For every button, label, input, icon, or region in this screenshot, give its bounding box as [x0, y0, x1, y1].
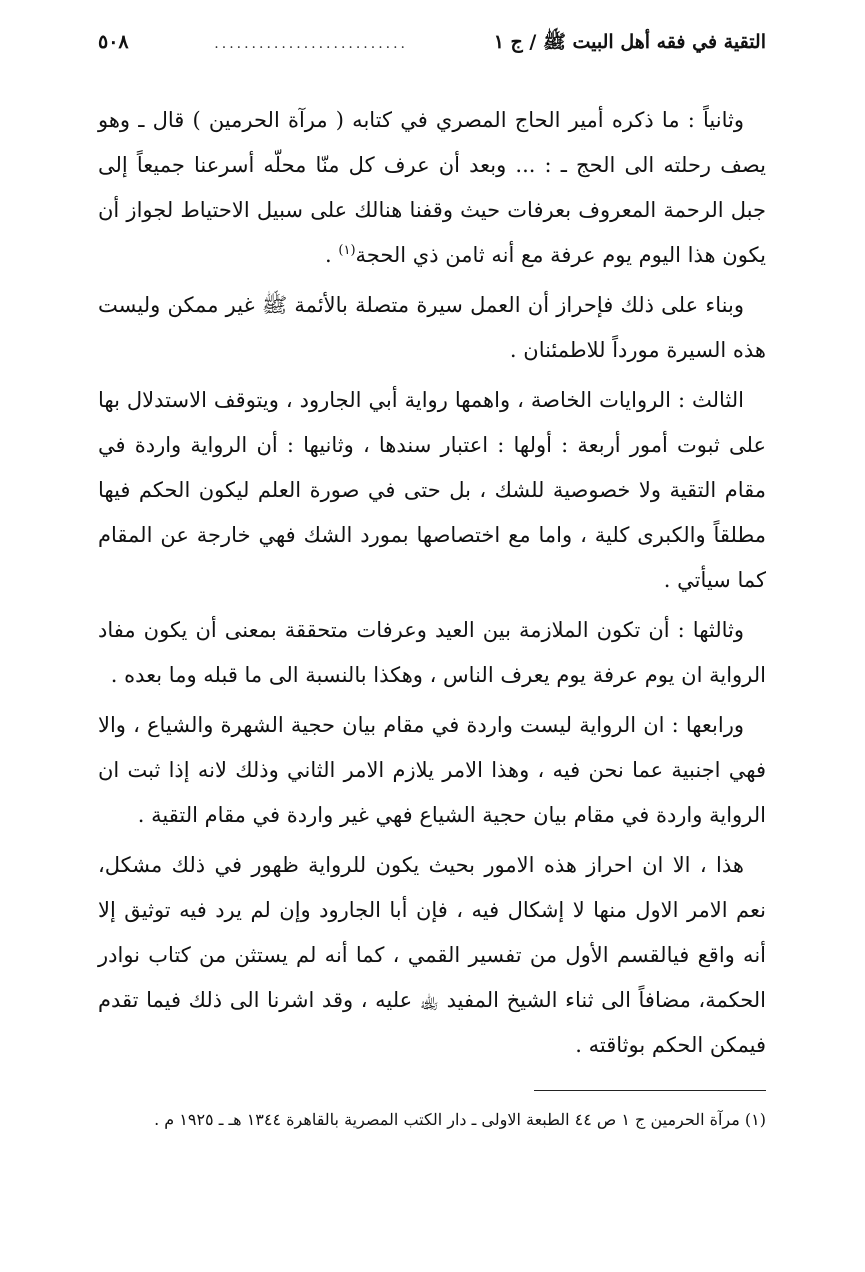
paragraph-3: الثالث : الروايات الخاصة ، واهمها رواية أبي الجارود ، ويتوقف الاستدلال بها على ثبوت أمور أربعة : أولها : اعتبار سندها ، وثانيها : أن الرواية واردة في مقام التقية ولا خصوصية للشك ، بل حتى في صورة العلم ليكون الحكم فيها مطلقاً والكبرى كلية ، واما مع اختصاصها بمورد الشك فهي خارجة عن المقام كما سيأتي . — [98, 388, 766, 592]
footnote: (١) مرآة الحرمين ج ١ ص ٤٤ الطبعة الاولى ـ دار الكتب المصرية بالقاهرة ١٣٤٤ هـ ـ ١٩٢٥ م . — [154, 1110, 766, 1129]
paragraph-5: ورابعها : ان الرواية ليست واردة في مقام بيان حجية الشهرة والشياع ، والا فهي اجنبية عما نحن فيه ، وهذا الامر يلازم الامر الثاني وذلك لانه إذا ثبت ان الرواية واردة في مقام بيان حجية الشياع فهي غير واردة في مقام التقية . — [98, 713, 766, 827]
paragraph-1 — [98, 98, 766, 278]
footnote-reference[interactable]: (١) — [338, 243, 356, 258]
paragraph-1-tail: . — [325, 243, 339, 267]
paragraph-4: وثالثها : أن تكون الملازمة بين العيد وعرفات متحققة بمعنى أن يكون مفاد الرواية ان يوم عرفة يوم يعرف الناس ، وهكذا بالنسبة الى ما قبله وما بعده . — [98, 618, 766, 687]
running-header — [98, 30, 766, 70]
footnote-divider — [534, 1090, 766, 1091]
header-title: التقية في فقه أهل البيت ﷺ / ج ١ — [493, 31, 766, 53]
paragraph-2: وبناء على ذلك فإحراز أن العمل سيرة متصلة بالأئمة ﷺ غير ممكن وليست هذه السيرة مورداً للاطمئنان . — [98, 293, 766, 362]
paragraph-6: هذا ، الا ان احراز هذه الامور بحيث يكون للرواية ظهور في ذلك مشكل، نعم الامر الاول منها لا إشكال فيه ، فإن أبا الجارود وإن لم يرد فيه توثيق إلا أنه واقع فيالقسم الأول من تفسير القمي ، كما أنه لم يستثن من كتاب نوادر الحكمة، مضافاً الى ثناء الشيخ المفيد ﵀ عليه ، وقد اشرنا الى ذلك فيما تقدم فيمكن الحكم بوثاقته . — [98, 853, 766, 1057]
header-leader-dots: .......................... — [214, 36, 409, 52]
page-number: ٥٠٨ — [98, 31, 129, 53]
main-text — [98, 98, 766, 1068]
paragraph-1-text: وثانياً : ما ذكره أمير الحاج المصري في كتابه ( مرآة الحرمين ) قال ـ وهو يصف رحلته الى الحج ـ : ... وبعد أن عرف كل منّا محلّه أسرعنا جميعاً إلى جبل الرحمة المعروف بعرفات حيث وقفنا هنالك على سبيل الاحتياط لجواز أن يكون هذا اليوم يوم عرفة مع أنه ثامن ذي الحجة — [98, 108, 766, 267]
book-page — [98, 30, 766, 1148]
